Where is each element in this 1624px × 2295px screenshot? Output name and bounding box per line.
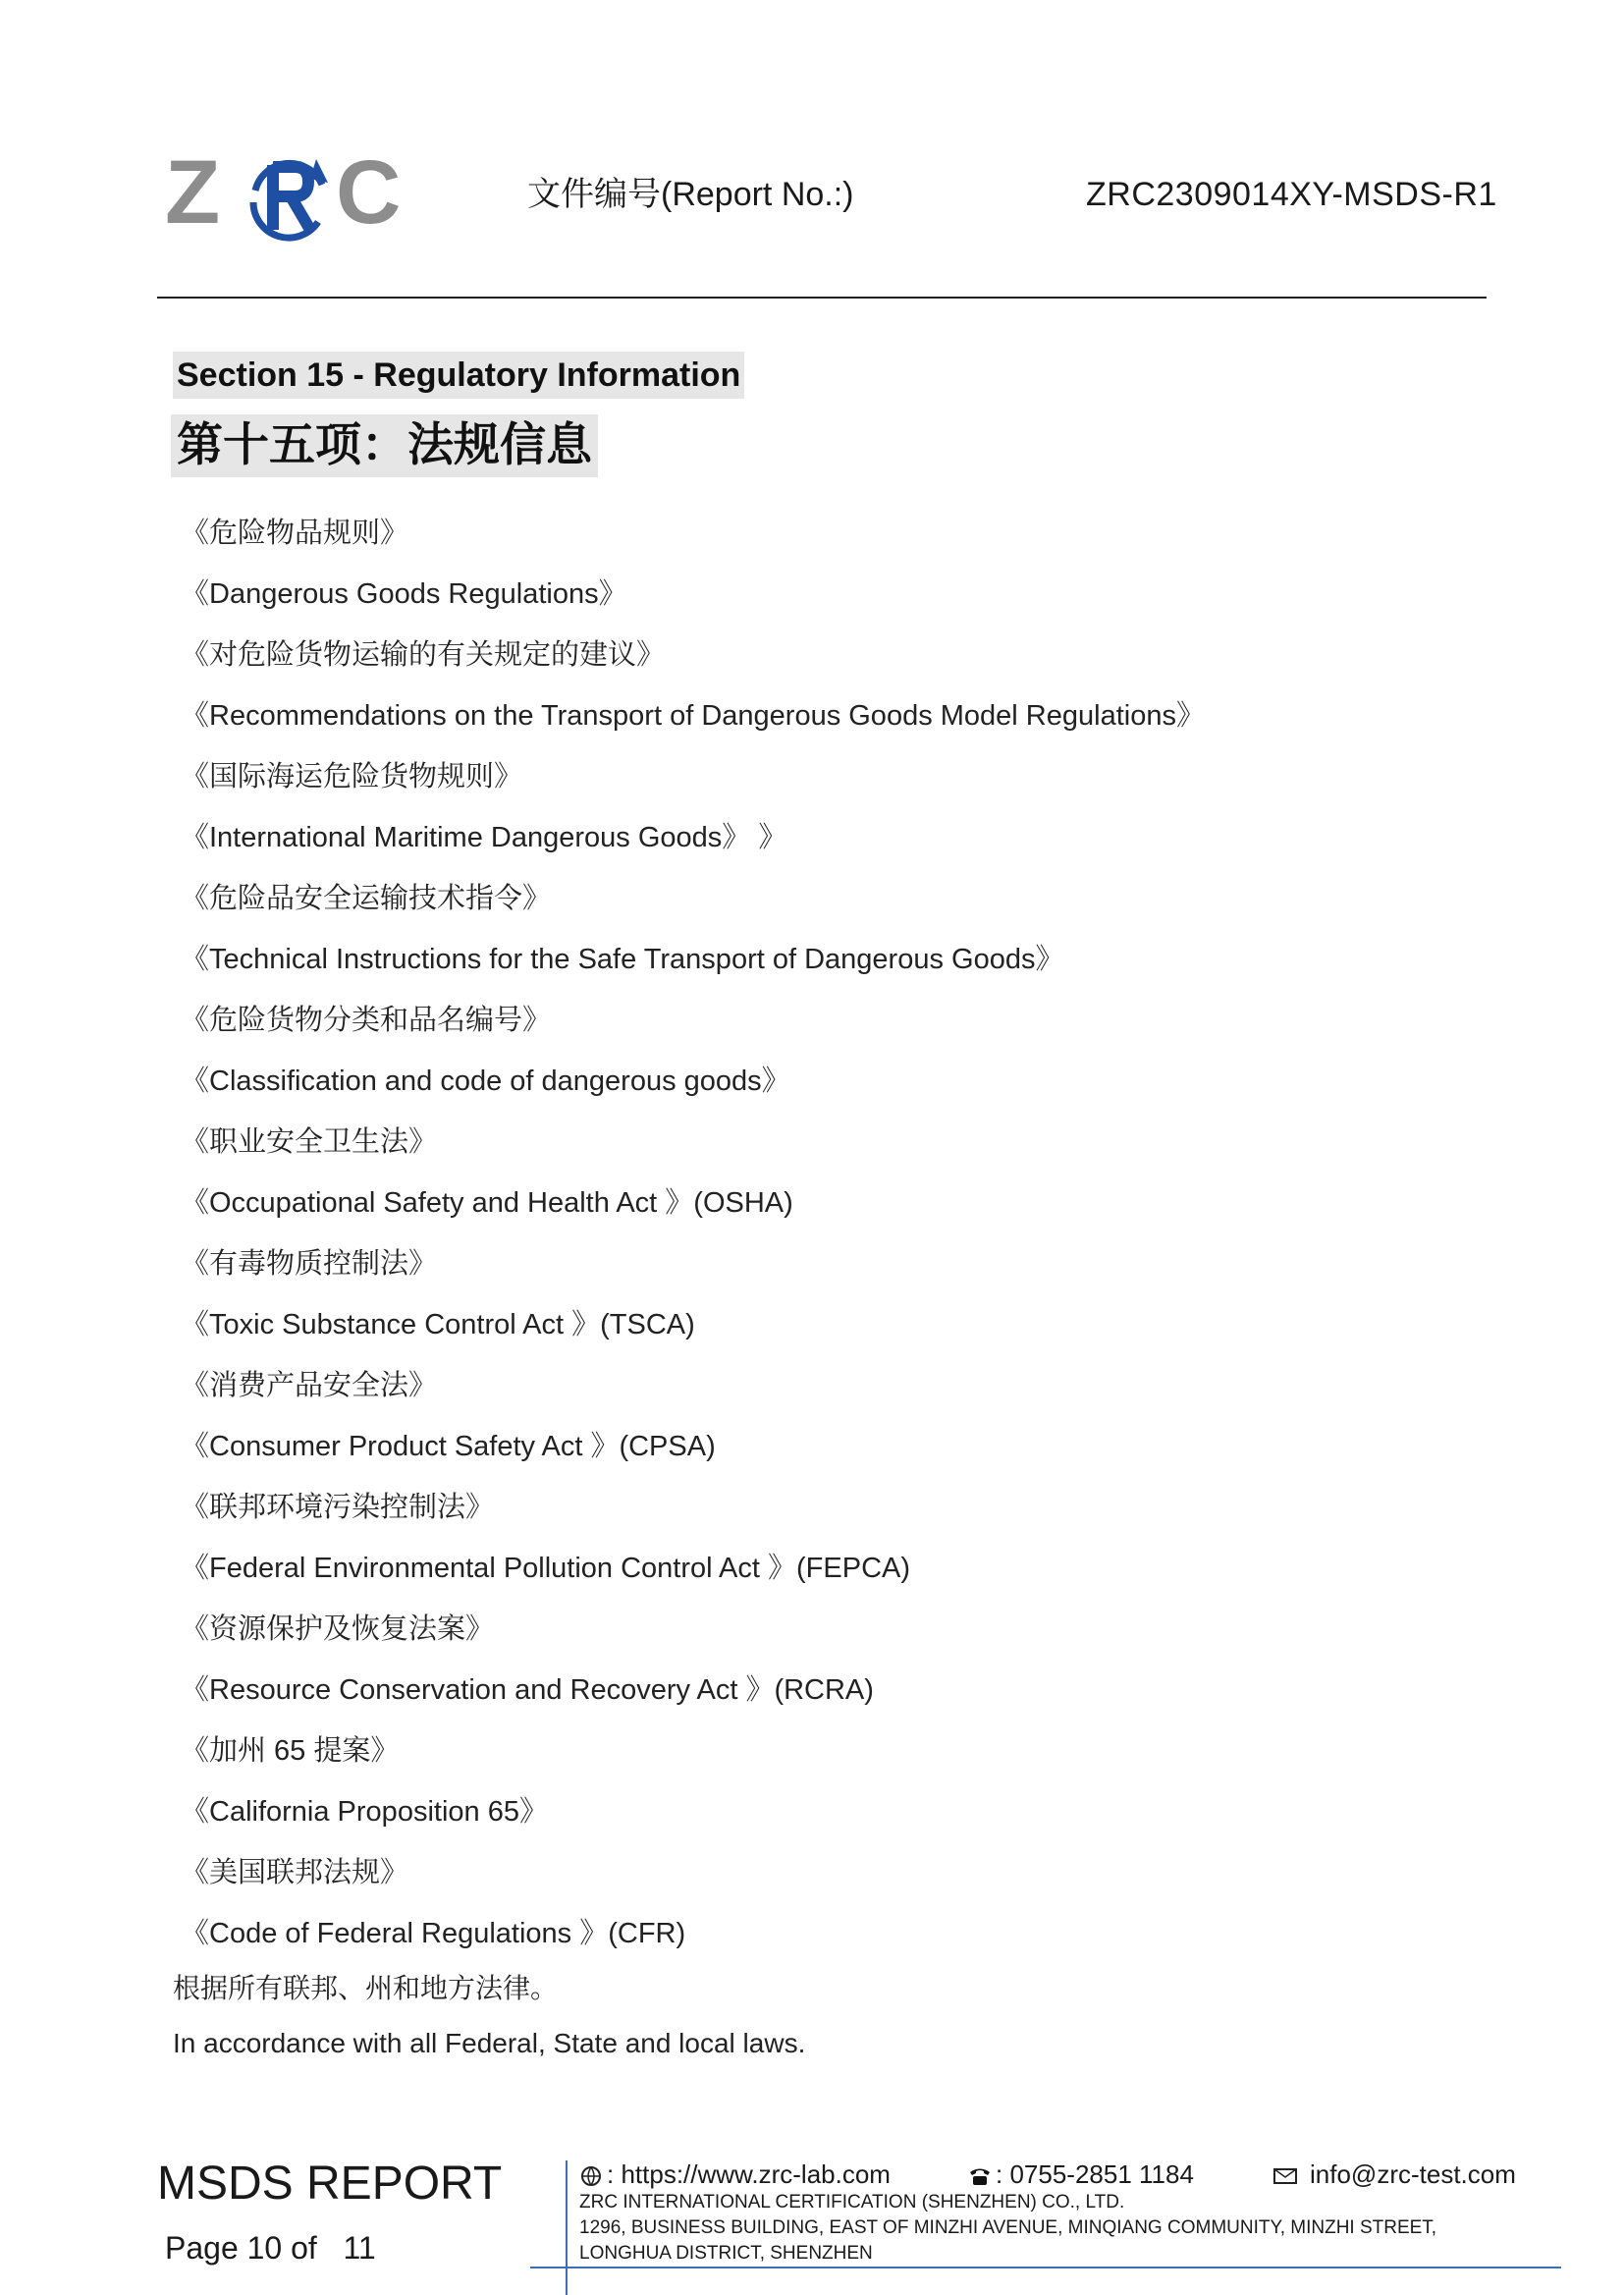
regulation-item: 《联邦环境污染控制法》 bbox=[181, 1492, 495, 1523]
regulation-item: 《Dangerous Goods Regulations》 bbox=[181, 578, 627, 610]
company-name: ZRC INTERNATIONAL CERTIFICATION (SHENZHEN) CO., LTD. bbox=[579, 2192, 1125, 2213]
website-text[interactable]: : https://www.zrc-lab.com bbox=[607, 2159, 891, 2189]
section-title-cn: 第十五项：法规信息 bbox=[171, 414, 598, 477]
regulation-item: 《对危险货物运输的有关规定的建议》 bbox=[181, 639, 666, 671]
regulation-item: 《职业安全卫生法》 bbox=[181, 1126, 438, 1158]
web-icon bbox=[579, 2164, 603, 2188]
report-number-label: 文件编号(Report No.:) bbox=[527, 176, 854, 213]
regulation-item: 《资源保护及恢复法案》 bbox=[181, 1613, 495, 1645]
email-text[interactable]: info@zrc-test.com bbox=[1310, 2159, 1516, 2189]
regulation-item: 《International Maritime Dangerous Goods》 》 bbox=[181, 822, 787, 853]
regulation-item: 《Code of Federal Regulations 》(CFR) bbox=[181, 1918, 686, 1949]
header-divider bbox=[157, 297, 1487, 299]
regulation-item: 《Resource Conservation and Recovery Act 》(RCRA) bbox=[181, 1674, 874, 1706]
regulation-item: 《国际海运危险货物规则》 bbox=[181, 761, 523, 792]
regulation-item: 《Recommendations on the Transport of Dangerous Goods Model Regulations》 bbox=[181, 700, 1205, 732]
regulation-item: 《Consumer Product Safety Act 》(CPSA) bbox=[181, 1431, 716, 1462]
section-title-en: Section 15 - Regulatory Information bbox=[173, 352, 744, 399]
mail-icon bbox=[1272, 2166, 1298, 2186]
regulation-item: 《有毒物质控制法》 bbox=[181, 1248, 438, 1280]
regulation-item: 《消费产品安全法》 bbox=[181, 1370, 438, 1401]
regulation-item: 《Toxic Substance Control Act 》(TSCA) bbox=[181, 1309, 695, 1340]
phone-text: : 0755-2851 1184 bbox=[996, 2159, 1194, 2189]
company-address-line-1: 1296, BUSINESS BUILDING, EAST OF MINZHI AVENUE, MINQIANG COMMUNITY, MINZHI STREET, bbox=[579, 2217, 1437, 2238]
logo-r-emblem bbox=[247, 139, 330, 249]
company-address-line-2: LONGHUA DISTRICT, SHENZHEN bbox=[579, 2243, 873, 2264]
regulation-item: 《危险货物分类和品名编号》 bbox=[181, 1005, 552, 1036]
regulation-item: 《美国联邦法规》 bbox=[181, 1857, 409, 1888]
footer-email[interactable] bbox=[1272, 2158, 1516, 2190]
regulation-item: 《Technical Instructions for the Safe Transport of Dangerous Goods》 bbox=[181, 944, 1064, 975]
regulation-item: 《Occupational Safety and Health Act 》(OSHA) bbox=[181, 1187, 793, 1219]
logo-letter-c: C bbox=[336, 142, 402, 243]
regulation-item: 《California Proposition 65》 bbox=[181, 1796, 548, 1828]
regulation-item: 《危险品安全运输技术指令》 bbox=[181, 883, 552, 914]
regulation-item: 《Classification and code of dangerous goods》 bbox=[181, 1066, 790, 1097]
footer-phone bbox=[968, 2158, 1194, 2190]
phone-icon bbox=[968, 2165, 992, 2187]
company-logo bbox=[165, 139, 401, 249]
regulation-item: 《危险物品规则》 bbox=[181, 518, 409, 549]
footer-horizontal-divider bbox=[530, 2267, 1561, 2268]
regulations-list bbox=[181, 503, 1205, 1964]
closing-statement-en: In accordance with all Federal, State and local laws. bbox=[173, 2028, 806, 2058]
regulation-item: 《Federal Environmental Pollution Control Act 》(FEPCA) bbox=[181, 1553, 911, 1584]
logo-letter-z: Z bbox=[165, 142, 221, 243]
report-number: ZRC2309014XY-MSDS-R1 bbox=[1086, 176, 1497, 213]
footer-report-title: MSDS REPORT bbox=[157, 2158, 503, 2210]
regulation-item: 《加州 65 提案》 bbox=[181, 1735, 400, 1767]
page-number: Page 10 of 11 bbox=[165, 2230, 376, 2266]
footer-website[interactable] bbox=[579, 2158, 891, 2190]
closing-statement-cn: 根据所有联邦、州和地方法律。 bbox=[173, 1972, 559, 2004]
footer-vertical-divider bbox=[566, 2160, 568, 2295]
